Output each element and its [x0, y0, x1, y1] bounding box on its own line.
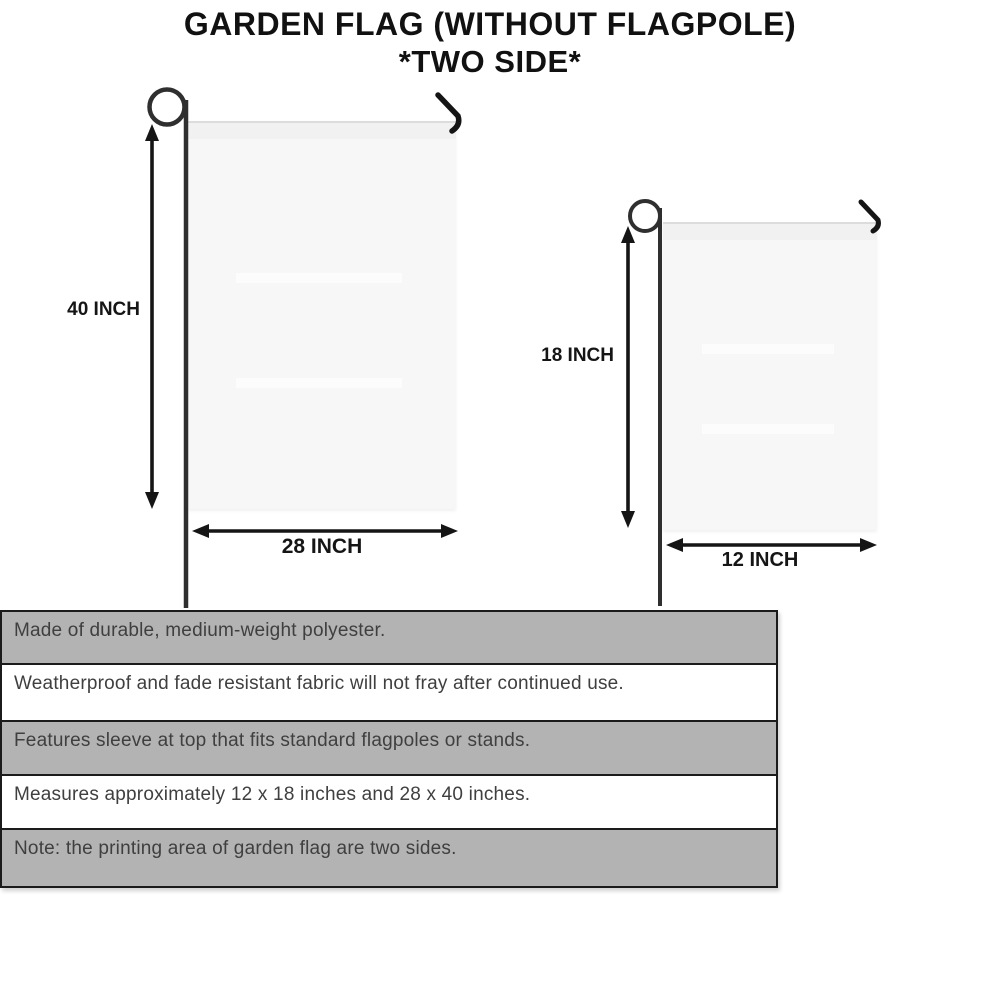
feature-text: Note: the printing area of garden flag are two sides. [14, 838, 457, 859]
feature-text: Measures approximately 12 x 18 inches and 28 x 40 inches. [14, 784, 531, 805]
large-width-label: 28 INCH [281, 535, 363, 558]
title-line-2: *TWO SIDE* [398, 43, 582, 79]
small-width-label: 12 INCH [721, 549, 799, 571]
small-height-label: 18 INCH [541, 345, 614, 366]
small-flagpole-loop [630, 201, 660, 231]
feature-text: Made of durable, medium-weight polyester. [14, 620, 386, 641]
feature-row-note [2, 830, 776, 886]
small-height-arrow [621, 226, 635, 528]
feature-row-material [2, 612, 776, 665]
title-line-1: GARDEN FLAG (WITHOUT FLAGPOLE) [183, 6, 797, 42]
feature-row-weatherproof [2, 665, 776, 722]
small-flag-hook [861, 202, 878, 231]
feature-row-measurements [2, 776, 776, 830]
large-height-label: 40 INCH [67, 299, 140, 320]
large-flagpole-loop [150, 90, 185, 125]
large-flag-hook [438, 95, 459, 131]
feature-row-sleeve [2, 722, 776, 776]
feature-table [0, 610, 778, 888]
feature-text: Weatherproof and fade resistant fabric will not fray after continued use. [14, 673, 624, 694]
feature-text: Features sleeve at top that fits standard flagpoles or stands. [14, 730, 531, 751]
large-height-arrow [145, 124, 159, 509]
